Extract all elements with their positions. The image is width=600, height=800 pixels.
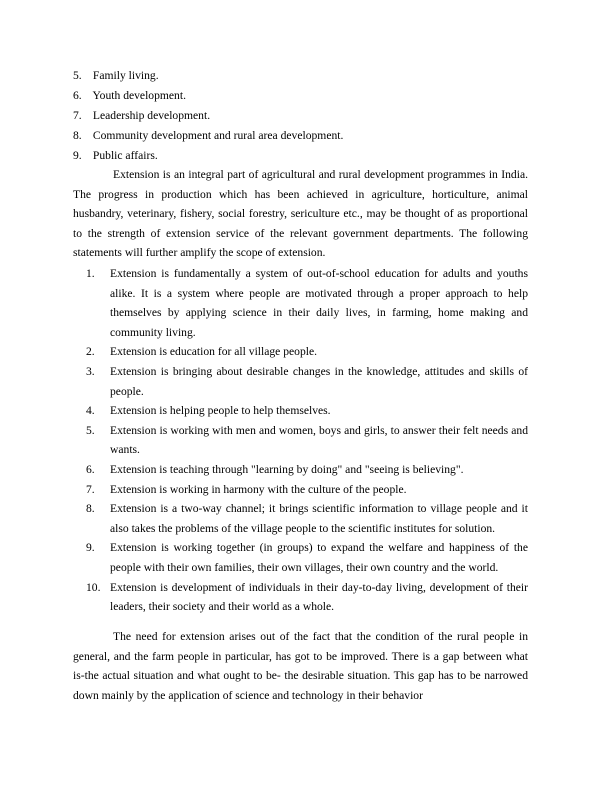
list-number: 7. (73, 109, 82, 122)
list-text: Youth development. (92, 89, 186, 102)
list-text: Extension is helping people to help themselves. (110, 404, 331, 418)
list-number: 5. (86, 423, 95, 437)
list-item (86, 460, 528, 480)
list-item (86, 421, 528, 460)
list-text: Public affairs. (92, 149, 158, 162)
paragraph-need-for-extension: The need for extension arises out of the fact that the condition of the rural people in general, and the farm people in particular, has got to be improved. There is a gap between what is-the actual situation and what ought to be- the desirable situation. This gap has to be narrowed down mainly by the application of science and technology in their behavior (73, 630, 528, 702)
list-number: 7. (86, 482, 95, 496)
list-item (86, 264, 528, 342)
list-item (86, 401, 528, 421)
list-number: 6. (73, 89, 82, 102)
list-item (73, 86, 533, 106)
list-item (73, 66, 533, 86)
list-number: 5. (73, 69, 82, 82)
numbered-list-continued (73, 66, 533, 166)
list-text: Extension is working in harmony with the culture of the people. (110, 482, 407, 496)
list-number: 10. (86, 580, 101, 594)
paragraph-scope-intro: Extension is an integral part of agricultural and rural development programmes in India. The progress in production which has been achieved in agriculture, horticulture, animal husbandry, veterinary, fishery, social forestry, sericulture etc., may be thought of as proportional to the strength of extension service of the relevant government departments. The following statements will further amplify the scope of extension. (73, 168, 528, 260)
list-text: Family living. (92, 69, 159, 82)
list-text: Extension is a two-way channel; it brings scientific information to village people and it also takes the problems of the village people to the scientific institutes for solution. (110, 502, 528, 535)
list-item (73, 126, 533, 146)
list-item (86, 538, 528, 577)
list-text: Extension is bringing about desirable changes in the knowledge, attitudes and skills of people. (110, 364, 528, 398)
list-text: Extension is education for all village people. (110, 345, 318, 359)
list-number: 3. (86, 364, 95, 378)
list-item (86, 480, 528, 500)
list-text: Community development and rural area development. (92, 129, 344, 142)
list-item (86, 499, 528, 538)
scope-of-extension-list (86, 264, 528, 617)
list-item (86, 362, 528, 401)
list-text: Extension is teaching through "learning by doing" and "seeing is believing". (110, 462, 464, 476)
list-text: Extension is working with men and women, boys and girls, to answer their felt needs and wants. (110, 423, 528, 457)
list-number: 2. (86, 345, 95, 359)
list-number: 1. (86, 267, 95, 280)
list-number: 8. (86, 502, 95, 516)
list-text: Extension is working together (in groups) to expand the welfare and happiness of the people with their own families, their own villages, their own country and the world. (110, 541, 528, 574)
list-number: 9. (73, 149, 82, 162)
list-text: Leadership development. (92, 109, 211, 122)
list-text: Extension is fundamentally a system of out-of-school education for adults and youths alike. It is a system where people are motivated through a proper approach to help themselves by applying science in their daily lives, in farming, home making and community living. (110, 267, 528, 339)
list-number: 6. (86, 462, 95, 476)
list-number: 8. (73, 129, 82, 142)
list-text: Extension is development of individuals in their day-to-day living, development of their leaders, their society and their world as a whole. (110, 580, 528, 614)
list-number: 4. (86, 404, 95, 418)
list-item (73, 106, 533, 126)
list-item (73, 146, 533, 166)
list-item (86, 578, 528, 617)
list-item (86, 342, 528, 362)
list-number: 9. (86, 541, 95, 555)
